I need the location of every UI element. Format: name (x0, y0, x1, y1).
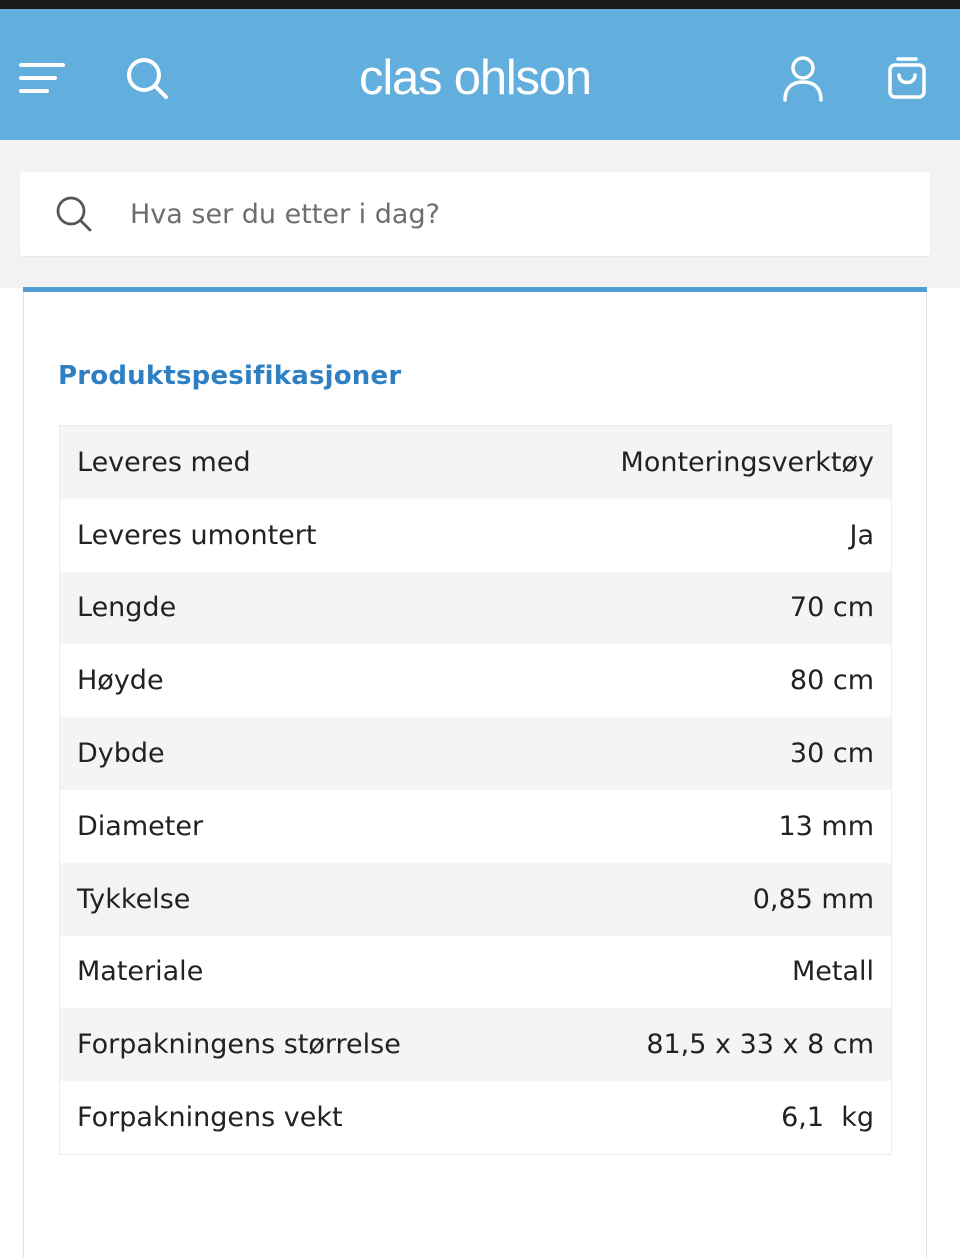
hamburger-menu-icon (17, 58, 67, 98)
spec-value: 0,85 mm (752, 883, 874, 915)
spec-value: 30 cm (789, 738, 874, 770)
spec-value: Metall (791, 956, 874, 988)
spec-label: Tykkelse (77, 883, 191, 915)
spec-value: Monteringsverktøy (620, 446, 874, 478)
spec-row (60, 936, 891, 1009)
spec-value: 6,1 kg (781, 1102, 874, 1134)
search-icon (54, 194, 94, 234)
cart-button[interactable] (880, 49, 934, 107)
site-header (0, 9, 960, 140)
search-input[interactable] (130, 192, 890, 236)
spec-row (60, 717, 891, 790)
spec-value: Ja (849, 519, 874, 551)
user-icon (781, 54, 825, 102)
spec-label: Dybde (77, 738, 165, 770)
search-icon (124, 55, 170, 101)
spec-value: 81,5 x 33 x 8 cm (646, 1029, 874, 1061)
spec-label: Leveres umontert (77, 519, 317, 551)
account-button[interactable] (776, 49, 830, 107)
panel-accent-bar (23, 287, 927, 292)
section-title: Produktspesifikasjoner (58, 361, 402, 391)
spec-label: Høyde (77, 665, 164, 697)
spec-row (60, 644, 891, 717)
header-search-button[interactable] (120, 51, 174, 105)
spec-row (60, 572, 891, 645)
brand-logo[interactable]: clas ohlson (359, 51, 591, 105)
menu-button[interactable] (14, 53, 70, 103)
spec-label: Forpakningens vekt (77, 1102, 343, 1134)
spec-row (60, 790, 891, 863)
spec-value: 13 mm (778, 810, 874, 842)
spec-row (60, 499, 891, 572)
spec-label: Lengde (77, 592, 177, 624)
spec-label: Leveres med (77, 446, 251, 478)
spec-value: 80 cm (789, 665, 874, 697)
spec-label: Diameter (77, 810, 204, 842)
spec-row (60, 426, 891, 499)
shopping-bag-icon (886, 55, 928, 101)
spec-row (60, 1081, 891, 1154)
spec-row (60, 1008, 891, 1081)
spec-label: Materiale (77, 956, 204, 988)
spec-value: 70 cm (789, 592, 874, 624)
spec-table (59, 425, 892, 1155)
status-bar-edge (0, 0, 960, 9)
spec-label: Forpakningens størrelse (77, 1029, 401, 1061)
spec-row (60, 863, 891, 936)
search-field-icon-wrapper (52, 192, 96, 236)
